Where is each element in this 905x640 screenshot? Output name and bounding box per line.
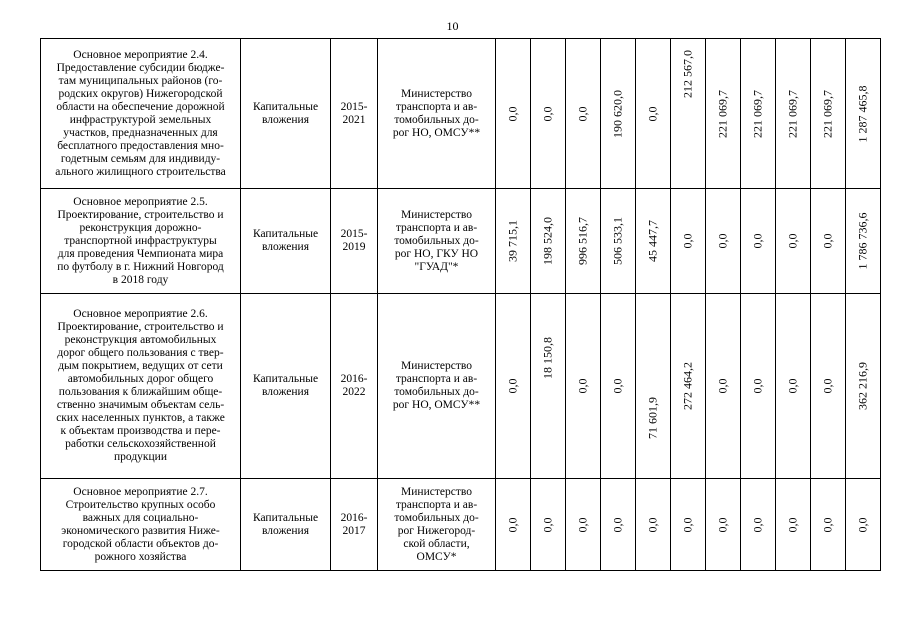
activity-name-line: по футболу в г. Нижний Новгород bbox=[57, 260, 224, 273]
period-line: 2016- bbox=[340, 511, 368, 524]
value-text: 0,0 bbox=[820, 517, 835, 532]
value-text: 0,0 bbox=[680, 517, 695, 532]
value-cell bbox=[531, 479, 566, 571]
value-cell bbox=[496, 294, 531, 479]
executor-line: рог НО, ГКУ НО bbox=[394, 247, 479, 260]
value-cell bbox=[636, 39, 671, 189]
activity-name-line: Строительство крупных особо bbox=[65, 498, 216, 511]
executor-cell bbox=[378, 39, 496, 189]
activity-name-cell bbox=[41, 479, 241, 571]
period-line: 2022 bbox=[342, 386, 366, 398]
expense-type-cell bbox=[241, 189, 331, 294]
activity-name-line: экономического развития Ниже- bbox=[61, 524, 220, 537]
value-cell bbox=[776, 189, 811, 294]
expense-type-line: вложения bbox=[262, 241, 309, 253]
value-text: 39 715,1 bbox=[505, 220, 520, 262]
activity-name-line: участков, предназначенных для bbox=[63, 126, 218, 139]
executor-cell bbox=[378, 294, 496, 479]
activity-name-line: в 2018 году bbox=[112, 273, 169, 286]
period-line: 2021 bbox=[342, 113, 366, 126]
executor-line: транспорта и ав- bbox=[395, 221, 478, 234]
value-cell bbox=[671, 189, 706, 294]
activity-name-line: Предоставление субсидии бюдже- bbox=[56, 61, 225, 74]
value-text: 198 524,0 bbox=[540, 217, 555, 265]
activity-name-line: реконструкция дорожно- bbox=[79, 221, 202, 234]
value-text: 71 601,9 bbox=[645, 397, 660, 439]
value-cell bbox=[846, 189, 881, 294]
value-text: 0,0 bbox=[785, 378, 800, 394]
value-text: 18 150,8 bbox=[540, 337, 555, 379]
value-cell bbox=[531, 39, 566, 189]
executor-line: Министерство bbox=[401, 485, 472, 498]
value-cell bbox=[811, 39, 846, 189]
period-line: 2016- bbox=[340, 373, 368, 385]
value-text: 0,0 bbox=[540, 106, 555, 121]
value-cell bbox=[671, 39, 706, 189]
value-cell bbox=[636, 189, 671, 294]
activity-name-line: рожного хозяйства bbox=[94, 550, 187, 563]
period-line: 2015- bbox=[340, 100, 368, 113]
value-text: 1 287 465,8 bbox=[855, 85, 870, 142]
value-text: 0,0 bbox=[750, 378, 765, 394]
value-cell bbox=[601, 189, 636, 294]
value-text: 0,0 bbox=[505, 106, 520, 121]
value-cell bbox=[846, 39, 881, 189]
expense-type-cell bbox=[241, 479, 331, 571]
value-text: 272 464,2 bbox=[680, 362, 695, 410]
value-text: 362 216,9 bbox=[855, 362, 870, 410]
activity-name-line: городской области объектов до- bbox=[62, 537, 219, 550]
activity-name-line: Основное мероприятие 2.6. bbox=[73, 308, 208, 320]
value-text: 0,0 bbox=[715, 378, 730, 394]
executor-line: томобильных до- bbox=[394, 234, 479, 247]
expense-type-cell bbox=[241, 39, 331, 189]
expense-type-cell bbox=[241, 294, 331, 479]
table-row bbox=[41, 479, 881, 571]
activity-name-line: дым покрытием, ведущих от сети bbox=[58, 360, 223, 372]
activity-name-line: ственно значимым объектам сель- bbox=[56, 399, 225, 411]
activity-name-line: там муниципальных районов (го- bbox=[58, 74, 223, 87]
activity-name-line: Основное мероприятие 2.4. bbox=[73, 48, 208, 61]
activity-name-line: Проектирование, строительство и bbox=[57, 208, 224, 221]
value-text: 0,0 bbox=[610, 378, 625, 394]
value-text: 0,0 bbox=[820, 378, 835, 394]
value-cell bbox=[706, 39, 741, 189]
activity-name-line: родских округов) Нижегородской bbox=[58, 87, 223, 100]
activity-name-line: автомобильных дорог общего bbox=[67, 373, 214, 385]
executor-line: томобильных до- bbox=[394, 511, 479, 524]
activity-name-line: Основное мероприятие 2.5. bbox=[73, 195, 208, 208]
value-text: 0,0 bbox=[575, 517, 590, 532]
executor-line: ОМСУ* bbox=[416, 550, 457, 563]
value-cell bbox=[601, 294, 636, 479]
value-text: 0,0 bbox=[715, 517, 730, 532]
value-cell bbox=[776, 39, 811, 189]
value-cell bbox=[531, 189, 566, 294]
value-text: 0,0 bbox=[820, 233, 835, 249]
value-text: 0,0 bbox=[750, 233, 765, 249]
table-row bbox=[41, 39, 881, 189]
value-cell bbox=[671, 294, 706, 479]
activity-name-line: дорог общего пользования с твер- bbox=[57, 347, 224, 359]
value-text: 0,0 bbox=[715, 233, 730, 249]
value-cell bbox=[601, 479, 636, 571]
executor-line: "ГУАД"* bbox=[414, 260, 459, 273]
expense-type-line: Капитальные bbox=[252, 228, 319, 240]
activity-name-line: важных для социально- bbox=[82, 511, 199, 524]
value-cell bbox=[741, 39, 776, 189]
activity-name-line: ских населенных пунктов, а также bbox=[56, 412, 225, 424]
value-text: 190 620,0 bbox=[610, 89, 625, 138]
value-text: 0,0 bbox=[575, 378, 590, 394]
value-text: 996 516,7 bbox=[575, 217, 590, 265]
value-text: 221 069,7 bbox=[715, 89, 730, 138]
expense-type-line: Капитальные bbox=[252, 511, 319, 524]
executor-line: Министерство bbox=[401, 208, 472, 221]
period-line: 2019 bbox=[342, 241, 366, 253]
value-text: 0,0 bbox=[785, 517, 800, 532]
activity-name-cell bbox=[41, 39, 241, 189]
activity-name-line: пользования к ближайшим обще- bbox=[58, 386, 223, 398]
value-cell bbox=[706, 479, 741, 571]
expense-type-line: Капитальные bbox=[252, 100, 319, 113]
executor-cell bbox=[378, 479, 496, 571]
activity-name-line: области на обеспечение дорожной bbox=[56, 100, 225, 113]
executor-line: Министерство bbox=[401, 360, 472, 372]
value-cell bbox=[671, 479, 706, 571]
value-cell bbox=[566, 39, 601, 189]
value-cell bbox=[496, 189, 531, 294]
value-cell bbox=[706, 294, 741, 479]
activity-name-cell bbox=[41, 294, 241, 479]
value-text: 0,0 bbox=[645, 106, 660, 121]
value-text: 0,0 bbox=[505, 517, 520, 532]
value-text: 0,0 bbox=[505, 378, 520, 394]
activity-name-line: для проведения Чемпионата мира bbox=[57, 247, 224, 260]
value-cell bbox=[496, 479, 531, 571]
value-text: 221 069,7 bbox=[785, 89, 800, 138]
table-row bbox=[41, 294, 881, 479]
value-cell bbox=[846, 479, 881, 571]
value-text: 0,0 bbox=[785, 233, 800, 249]
value-text: 1 786 736,6 bbox=[855, 212, 870, 270]
value-cell bbox=[741, 294, 776, 479]
activity-name-line: Проектирование, строительство и bbox=[57, 321, 224, 333]
period-cell bbox=[331, 479, 378, 571]
executor-line: томобильных до- bbox=[394, 386, 479, 398]
value-cell bbox=[776, 479, 811, 571]
value-text: 0,0 bbox=[680, 233, 695, 249]
expense-type-line: Капитальные bbox=[252, 373, 319, 385]
value-cell bbox=[566, 189, 601, 294]
period-cell bbox=[331, 189, 378, 294]
table-row bbox=[41, 189, 881, 294]
value-cell bbox=[566, 294, 601, 479]
activity-name-line: ального жилищного строительства bbox=[55, 165, 226, 178]
activity-name-line: реконструкция автомобильных bbox=[64, 334, 217, 346]
value-cell bbox=[811, 189, 846, 294]
period-line: 2015- bbox=[340, 228, 368, 240]
value-cell bbox=[636, 294, 671, 479]
period-cell bbox=[331, 294, 378, 479]
executor-cell bbox=[378, 189, 496, 294]
value-text: 0,0 bbox=[610, 517, 625, 532]
expense-type-line: вложения bbox=[262, 113, 309, 126]
value-text: 0,0 bbox=[855, 517, 870, 532]
executor-line: транспорта и ав- bbox=[395, 498, 478, 511]
value-text: 221 069,7 bbox=[820, 89, 835, 138]
value-cell bbox=[601, 39, 636, 189]
executor-line: транспорта и ав- bbox=[395, 373, 478, 385]
value-cell bbox=[496, 39, 531, 189]
activity-name-line: работки сельскохозяйственной bbox=[65, 438, 216, 450]
activity-name-line: бесплатного предоставления мно- bbox=[57, 139, 224, 152]
value-text: 0,0 bbox=[750, 517, 765, 532]
activity-name-line: Основное мероприятие 2.7. bbox=[73, 485, 208, 498]
value-cell bbox=[776, 294, 811, 479]
page-number: 10 bbox=[446, 19, 459, 33]
value-text: 0,0 bbox=[540, 517, 555, 532]
executor-line: томобильных до- bbox=[394, 113, 479, 126]
activity-name-line: транспортной инфраструктуры bbox=[64, 234, 217, 247]
executor-line: ской области, bbox=[403, 537, 470, 550]
executor-line: Министерство bbox=[401, 87, 472, 100]
value-cell bbox=[846, 294, 881, 479]
executor-line: рог НО, ОМСУ** bbox=[392, 126, 481, 139]
expense-type-line: вложения bbox=[262, 386, 309, 398]
value-cell bbox=[636, 479, 671, 571]
activity-name-cell bbox=[41, 189, 241, 294]
value-cell bbox=[811, 479, 846, 571]
executor-line: транспорта и ав- bbox=[395, 100, 478, 113]
value-cell bbox=[566, 479, 601, 571]
activity-name-line: к объектам производства и пере- bbox=[60, 425, 221, 437]
value-cell bbox=[531, 294, 566, 479]
program-activities-table bbox=[40, 38, 881, 571]
executor-line: рог Нижегород- bbox=[397, 524, 476, 537]
value-cell bbox=[811, 294, 846, 479]
activity-name-line: инфраструктурой земельных bbox=[69, 113, 212, 126]
activity-name-line: годетным семьям для индивиду- bbox=[60, 152, 221, 165]
value-cell bbox=[706, 189, 741, 294]
value-cell bbox=[741, 479, 776, 571]
expense-type-line: вложения bbox=[262, 524, 309, 537]
executor-line: рог НО, ОМСУ** bbox=[392, 399, 481, 411]
value-text: 212 567,0 bbox=[680, 49, 695, 98]
value-text: 506 533,1 bbox=[610, 217, 625, 265]
value-text: 0,0 bbox=[575, 106, 590, 121]
activity-name-line: продукции bbox=[114, 451, 167, 463]
period-line: 2017 bbox=[342, 524, 366, 537]
value-text: 45 447,7 bbox=[645, 220, 660, 262]
value-text: 221 069,7 bbox=[750, 89, 765, 138]
value-cell bbox=[741, 189, 776, 294]
value-text: 0,0 bbox=[645, 517, 660, 532]
period-cell bbox=[331, 39, 378, 189]
